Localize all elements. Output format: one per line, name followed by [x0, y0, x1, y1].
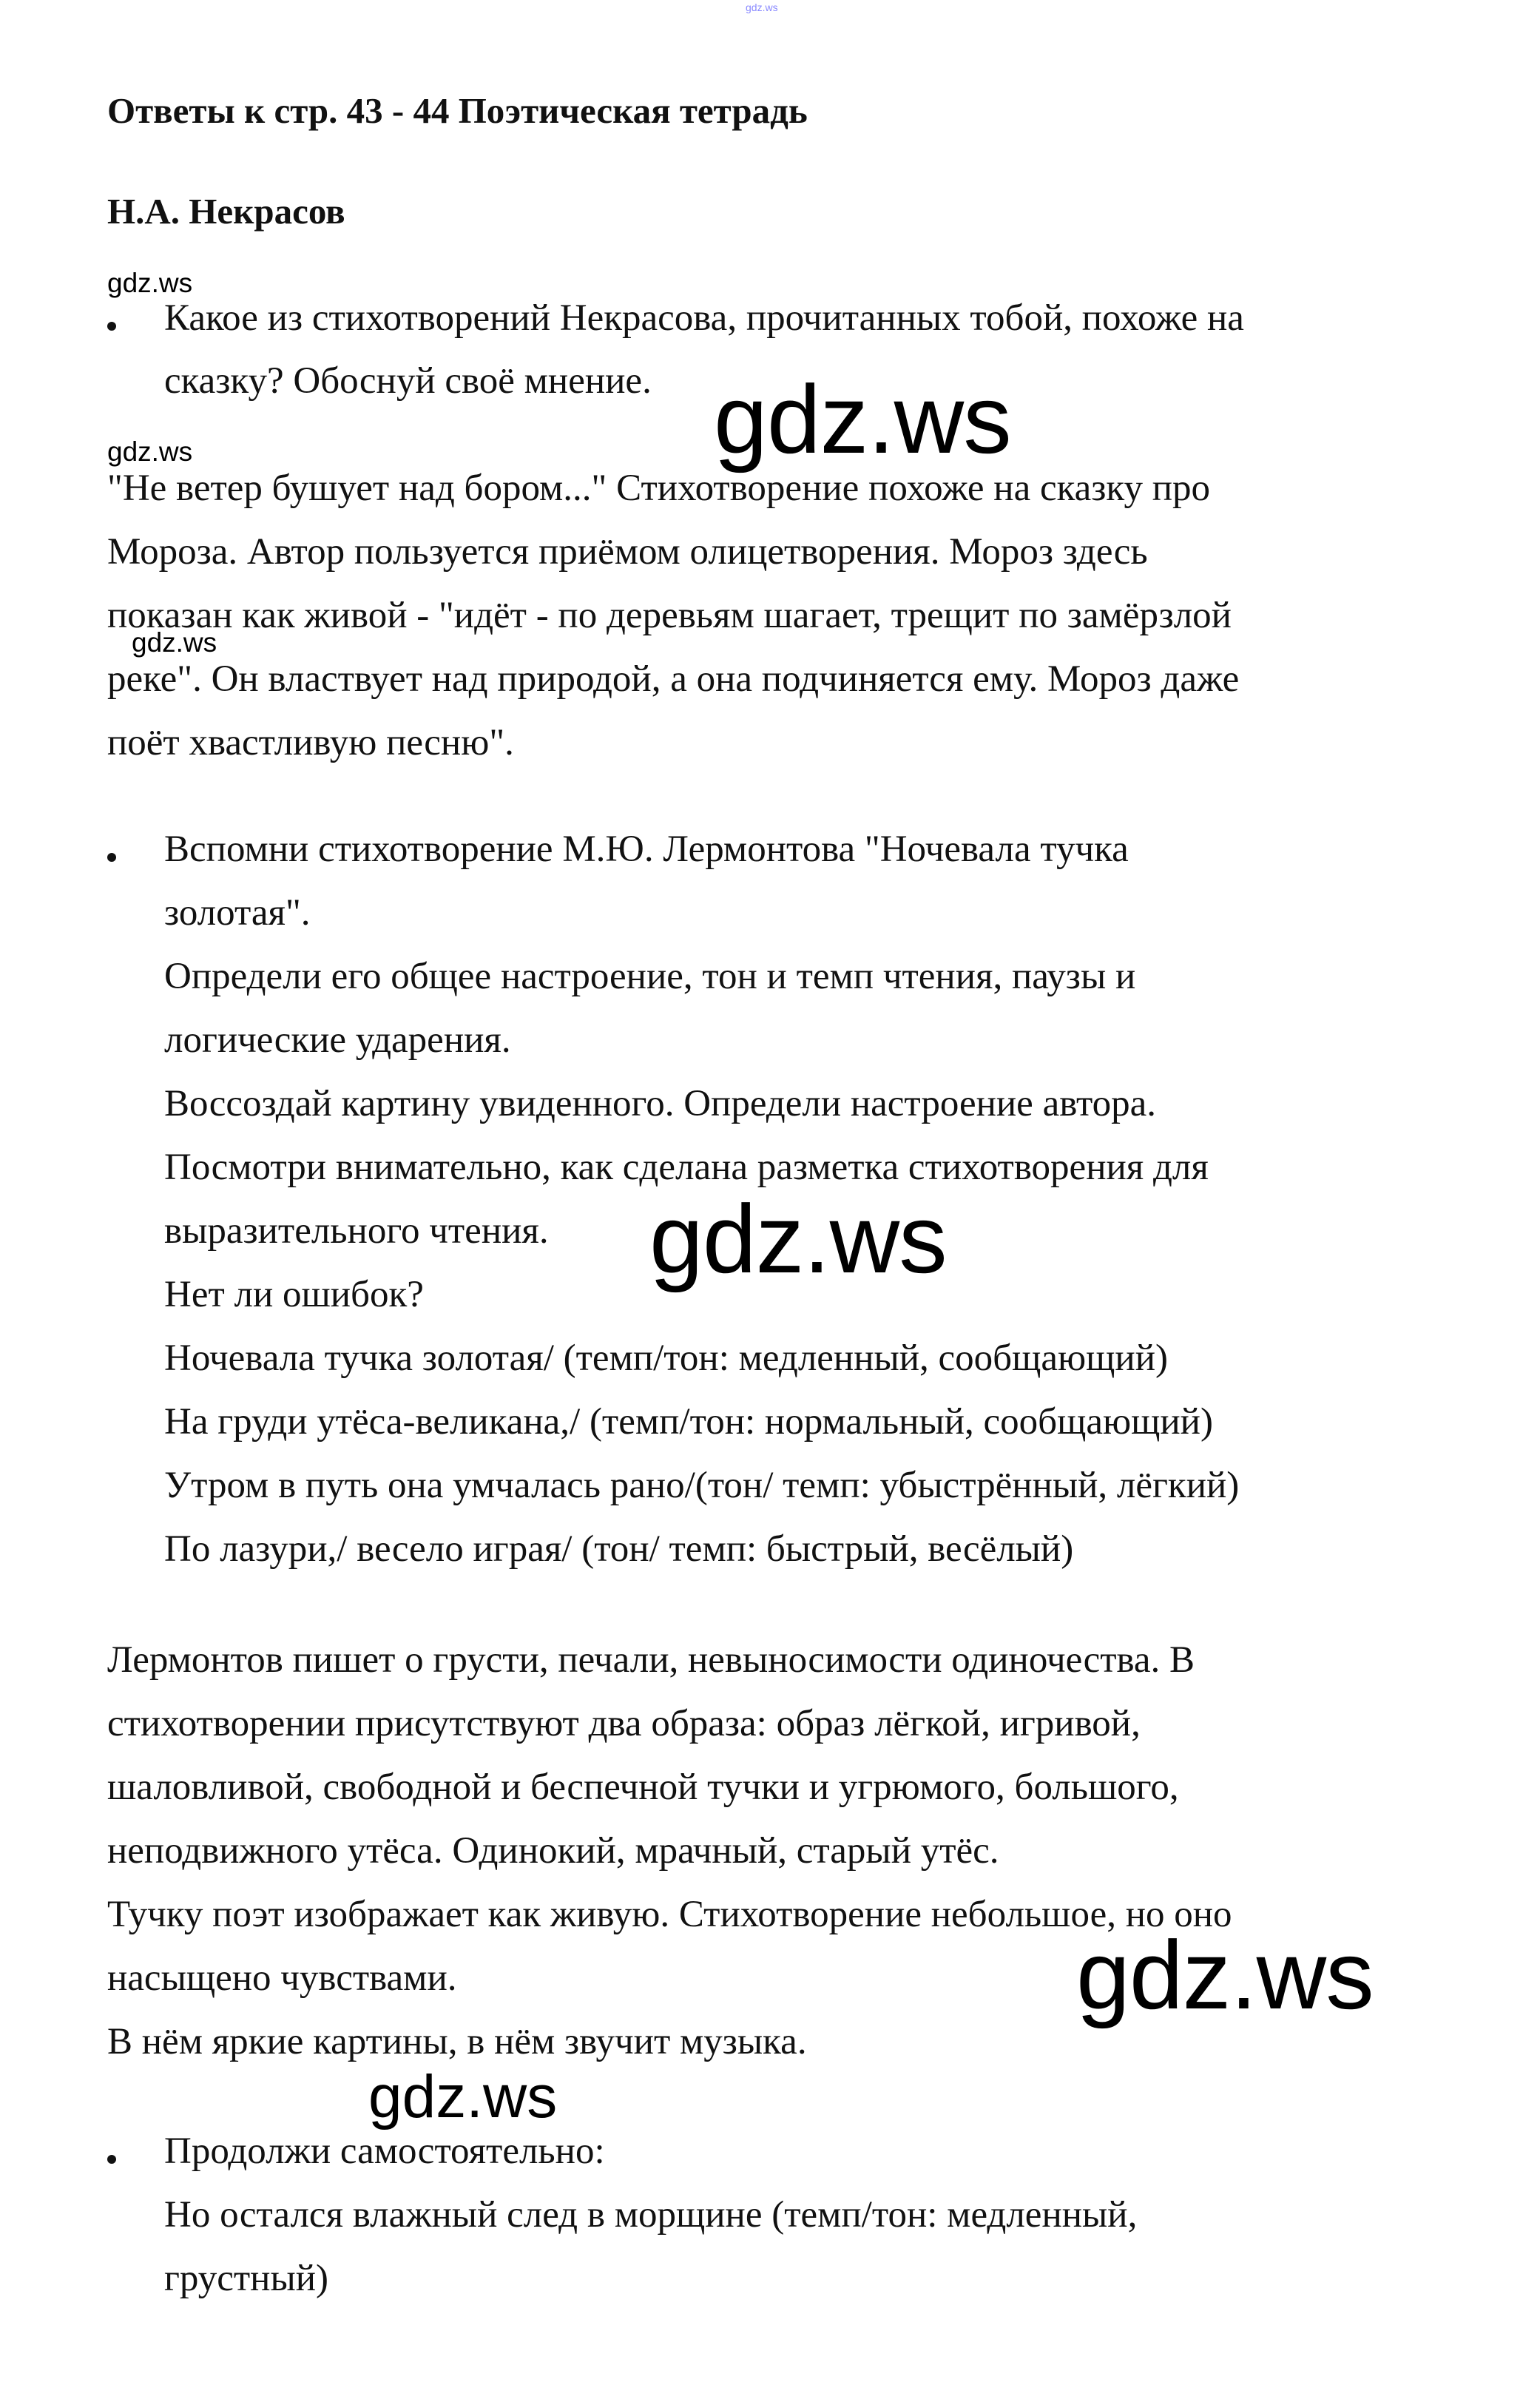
question-2-line: Вспомни стихотворение М.Ю. Лермонтова "Ночевала тучка — [164, 829, 1129, 870]
question-2-line: Определи его общее настроение, тон и темп чтения, паузы и — [164, 956, 1136, 997]
watermark-medium: gdz.ws — [368, 2063, 558, 2130]
question-2-line: Нет ли ошибок? — [164, 1274, 424, 1315]
watermark-large: gdz.ws — [1076, 1920, 1374, 2029]
poem-line: По лазури,/ весело играя/ (тон/ темп: быстрый, весёлый) — [164, 1528, 1074, 1570]
answer-2-line: насыщено чувствами. — [107, 1957, 457, 1999]
answer-2-line: шаловливой, свободной и беспечной тучки и угрюмого, большого, — [107, 1767, 1179, 1808]
question-3-line: Но остался влажный след в морщине (темп/тон: медленный, — [164, 2194, 1138, 2236]
answer-2-line: Лермонтов пишет о грусти, печали, невыносимости одиночества. В — [107, 1639, 1195, 1681]
poem-line: Ночевала тучка золотая/ (темп/тон: медленный, сообщающий) — [164, 1337, 1168, 1379]
watermark-small: gdz.ws — [107, 436, 193, 467]
top-watermark: gdz.ws — [746, 1, 778, 13]
question-1-line: Какое из стихотворений Некрасова, прочитанных тобой, похоже на — [164, 297, 1244, 339]
question-2-line: Посмотри внимательно, как сделана разметка стихотворения для — [164, 1147, 1209, 1188]
question-3-line: Продолжи самостоятельно: — [164, 2130, 605, 2172]
question-2-line: логические ударения. — [164, 1019, 511, 1061]
watermark-large: gdz.ws — [649, 1184, 947, 1293]
answer-1-line: поёт хвастливую песню". — [107, 722, 514, 763]
question-1-line: сказку? Обоснуй своё мнение. — [164, 360, 652, 402]
question-2-line: золотая". — [164, 892, 311, 934]
question-2-line: выразительного чтения. — [164, 1210, 549, 1252]
bullet-3 — [107, 2155, 116, 2164]
poem-line: На груди утёса-великана,/ (темп/тон: нормальный, сообщающий) — [164, 1401, 1213, 1443]
answer-2-line: неподвижного утёса. Одинокий, мрачный, старый утёс. — [107, 1830, 999, 1872]
answer-2-line: В нём яркие картины, в нём звучит музыка. — [107, 2021, 807, 2062]
answer-1-line: показан как живой - "идёт - по деревьям шагает, трещит по замёрзлой — [107, 595, 1232, 636]
watermark-small: gdz.ws — [107, 268, 193, 298]
author-heading: Н.А. Некрасов — [107, 191, 345, 232]
question-2-line: Воссоздай картину увиденного. Определи настроение автора. — [164, 1083, 1157, 1124]
watermark-large: gdz.ws — [714, 365, 1011, 473]
question-3-line: грустный) — [164, 2258, 329, 2299]
answer-1-line: "Не ветер бушует над бором..." Стихотворение похоже на сказку про — [107, 468, 1211, 509]
bullet-2 — [107, 853, 116, 862]
answer-1-line: реке". Он властвует над природой, а она подчиняется ему. Мороз даже — [107, 658, 1240, 700]
bullet-1 — [107, 322, 116, 331]
answer-2-line: стихотворении присутствуют два образа: образ лёгкой, игривой, — [107, 1703, 1141, 1744]
poem-line: Утром в путь она умчалась рано/(тон/ темп: убыстрённый, лёгкий) — [164, 1465, 1240, 1506]
answer-1-line: Мороза. Автор пользуется приёмом олицетворения. Мороз здесь — [107, 531, 1148, 573]
page-title: Ответы к стр. 43 - 44 Поэтическая тетрадь — [107, 90, 808, 131]
watermark-small: gdz.ws — [132, 627, 217, 658]
answer-2-line: Тучку поэт изображает как живую. Стихотворение небольшое, но оно — [107, 1894, 1232, 1935]
